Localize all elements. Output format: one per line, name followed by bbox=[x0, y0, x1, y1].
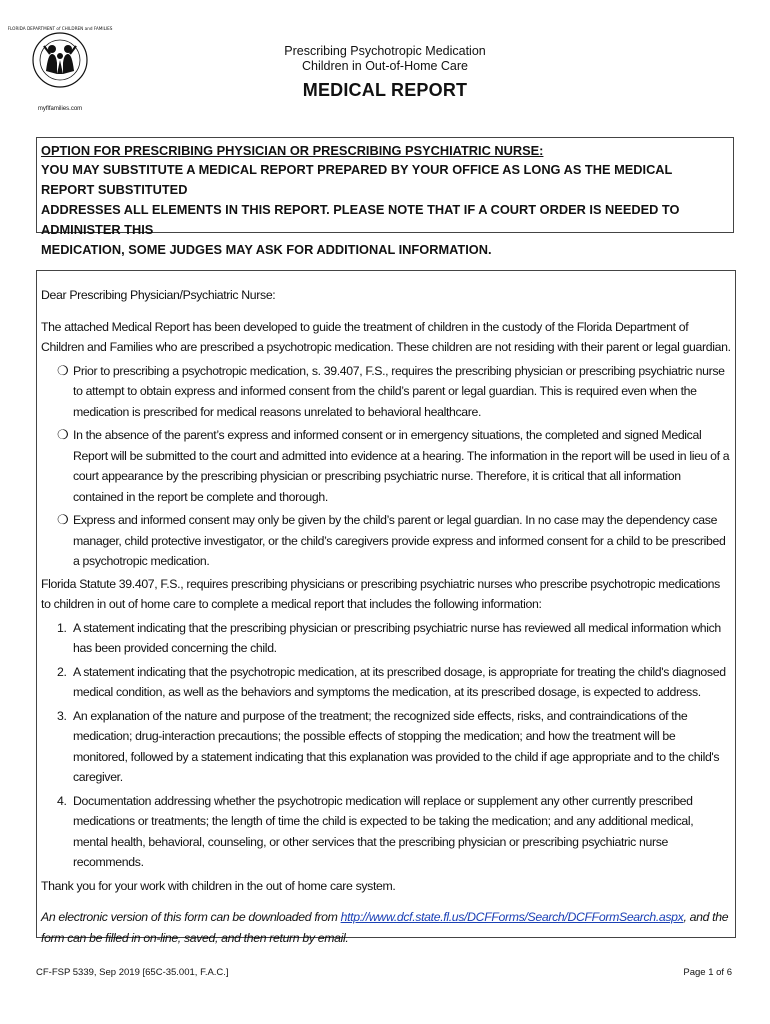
thanks-line: Thank you for your work with children in the out of home care system. bbox=[41, 878, 396, 893]
page-header bbox=[0, 44, 770, 101]
list-item: 2. A statement indicating that the psychotropic medication, at its prescribed dosage, is appropriate for treating the child's diagnosed medical condition, as well as the behaviors and symptoms the medication, at its prescribed dosage, is expected to address. bbox=[57, 664, 726, 699]
letter-box bbox=[36, 270, 736, 945]
circle-bullet-icon: ❍ bbox=[57, 362, 69, 378]
form-identifier: CF-FSP 5339, Sep 2019 [65C-35.001, F.A.C.] bbox=[36, 967, 229, 978]
option-line-2: ADDRESSES ALL ELEMENTS IN THIS REPORT. PLEASE NOTE THAT IF A COURT ORDER IS NEEDED TO ADMINISTER THIS bbox=[41, 202, 680, 237]
list-item: 3. An explanation of the nature and purpose of the treatment; the recognized side effects, risks, and contraindications of the medication; drug-interaction precautions; the possible effects of stopping the medication; and how the treatment will be monitored, followed by a statement indicating that this explanation was provided to the child if age appropriate and to the child's caregiver. bbox=[57, 708, 720, 784]
circle-bullet-icon: ❍ bbox=[57, 427, 69, 442]
option-line-3: MEDICATION, SOME JUDGES MAY ASK FOR ADDITIONAL INFORMATION. bbox=[41, 242, 492, 257]
header-line-2: Children in Out-of-Home Care bbox=[301, 59, 469, 73]
header-line-1: Prescribing Psychotropic Medication bbox=[284, 44, 486, 58]
dcf-forms-link[interactable]: http://www.dcf.state.fl.us/DCFForms/Search/DCFFormSearch.aspx bbox=[340, 910, 684, 924]
list-item: ❍ Prior to prescribing a psychotropic medication, s. 39.407, F.S., requires the prescribing physician or prescribing psychiatric nurse to attempt to obtain express and informed consent from the child’s parent or legal guardian. This is required even when the medication is prescribed for medical reasons unrelated to behavioral healthcare. bbox=[57, 362, 725, 419]
electronic-version-note: An electronic version of this form can be downloaded from http://www.dcf.state.fl.us/DCFForms/Search/DCFFormSearch.aspx, and the form can be filled in on-line, saved, and then return by email. bbox=[41, 910, 729, 945]
requirements-list bbox=[41, 618, 731, 873]
statute-paragraph: Florida Statute 39.407, F.S., requires prescribing physicians or prescribing psychiatric nurses who prescribe psychotropic medications to children in out of home care to complete a medical report that includes the following information: bbox=[41, 576, 720, 611]
logo-seal-text: FLORIDA DEPARTMENT of CHILDREN and FAMILIES bbox=[7, 26, 113, 31]
intro-paragraph: The attached Medical Report has been developed to guide the treatment of children in the custody of the Florida Department of Children and Families who are prescribed a psychotropic medication. These children are not residing with their parent or legal guardian. bbox=[41, 319, 731, 354]
page-number: Page 1 of 6 bbox=[683, 967, 732, 978]
salutation: Dear Prescribing Physician/Psychiatric Nurse: bbox=[41, 288, 276, 302]
list-item: ❍ Express and informed consent may only be given by the child’s parent or legal guardian. In no case may the dependency case manager, child protective investigator, or the child’s caregivers provide express and informed consent for a child to be prescribed a psychotropic medication. bbox=[57, 512, 726, 568]
option-line-1: YOU MAY SUBSTITUTE A MEDICAL REPORT PREPARED BY YOUR OFFICE AS LONG AS THE MEDICAL REPORT SUBSTITUTED bbox=[41, 162, 673, 197]
consent-bullets bbox=[41, 361, 731, 572]
page-title: MEDICAL REPORT bbox=[302, 80, 468, 100]
list-item: 1. A statement indicating that the prescribing physician or prescribing psychiatric nurse has reviewed all medical information which has been provided concerning the child. bbox=[57, 620, 721, 655]
option-box bbox=[36, 137, 734, 257]
circle-bullet-icon: ❍ bbox=[57, 512, 69, 527]
option-heading: OPTION FOR PRESCRIBING PHYSICIAN OR PRESCRIBING PSYCHIATRIC NURSE: bbox=[41, 143, 544, 158]
list-item: ❍ In the absence of the parent’s express and informed consent or in emergency situations, the completed and signed Medical Report will be submitted to the court and admitted into evidence at a hearing. The information in the report will be used in lieu of a court appearance by the prescribing physician or prescribing psychiatric nurse. Therefore, it is critical that all information contained in the report be complete and thorough. bbox=[57, 427, 730, 504]
list-item: 4. Documentation addressing whether the psychotropic medication will replace or supplement any other currently prescribed medications or treatments; the length of time the child is expected to be taking the medication; and any additional medical, mental health, behavioral, counseling, or other services that the prescribing physician or prescribing psychiatric nurse recommends. bbox=[57, 793, 694, 869]
logo-caption: myflfamilies.com bbox=[37, 106, 83, 112]
